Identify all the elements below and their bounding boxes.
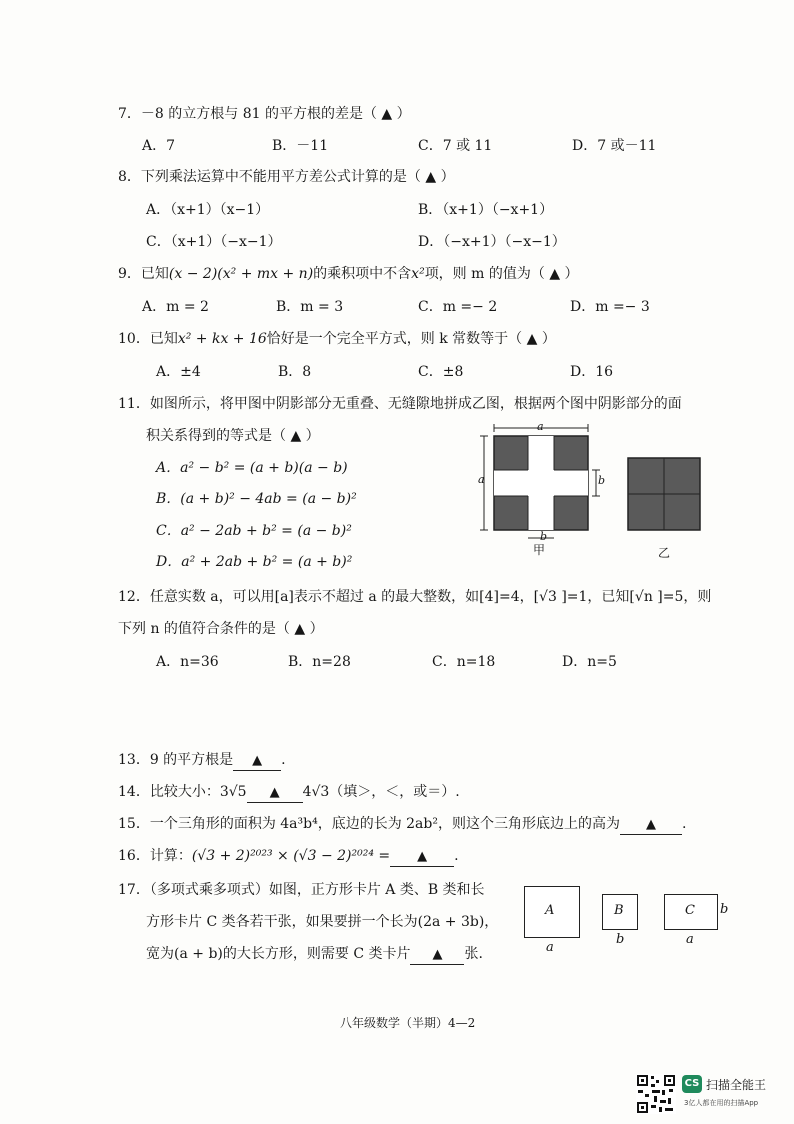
q8-option-b: B．（x+1）（−x+1）	[418, 202, 554, 218]
q10-stem-post: 恰好是一个完全平方式，则 k 常数等于（ ▲ ）	[266, 331, 556, 347]
q17-line1: 17．（多项式乘多项式）如图，正方形卡片 A 类、B 类和长	[118, 882, 485, 898]
card-a	[524, 886, 580, 938]
q17-line3-post: 张.	[464, 946, 483, 962]
card-a-side-a: a	[546, 940, 554, 955]
q11-option-b: B．(a + b)² − 4ab = (a − b)²	[156, 491, 357, 507]
q9-option-a: A．m = 2	[142, 299, 209, 315]
q11-label-yi: 乙	[658, 546, 671, 560]
q13	[118, 751, 286, 771]
q15-post: .	[681, 816, 687, 832]
q12-stem-line2: 下列 n 的值符合条件的是（ ▲ ）	[118, 621, 324, 637]
card-b	[602, 894, 638, 930]
scanner-tagline: 3亿人都在用的扫描App	[684, 1099, 759, 1107]
q9-option-b: B．m = 3	[276, 299, 344, 315]
card-c-label: C	[685, 903, 695, 918]
q7-option-b: B．－11	[272, 138, 329, 154]
q9-option-d: D．m =− 3	[570, 299, 650, 315]
q9-stem-post: 项，则 m 的值为（ ▲ ）	[424, 266, 579, 282]
q13-pre: 13．9 的平方根是	[118, 752, 234, 768]
q14-pre: 14．比较大小：3√5	[118, 784, 247, 800]
card-c	[664, 894, 718, 930]
q10-option-b: B．8	[278, 364, 312, 380]
q12-stem-line1: 12．任意实数 a，可以用[a]表示不超过 a 的最大整数，如[4]=4，[√3 ]=1，已知[√n ]=5，则	[118, 589, 712, 605]
q16-answer-blank[interactable]: ▲	[390, 848, 454, 867]
q14-answer-blank[interactable]: ▲	[247, 784, 303, 803]
q16-math: (√3 + 2)²⁰²³ × (√3 − 2)²⁰²⁴ =	[191, 848, 391, 864]
q14	[118, 783, 460, 803]
q13-answer-blank[interactable]: ▲	[233, 752, 281, 771]
q9-option-c: C．m =− 2	[418, 299, 498, 315]
q14-mid: 4√3（填＞，＜，或＝）.	[302, 784, 460, 800]
q9-stem-pre: 9．已知	[118, 266, 169, 282]
q11-figures	[476, 420, 716, 560]
q9-stem	[118, 265, 579, 283]
q17-line3	[146, 945, 483, 965]
q7-stem: 7．－8 的立方根与 81 的平方根的差是（ ▲ ）	[118, 106, 411, 122]
q16-post: .	[454, 848, 459, 864]
figure-jia	[480, 424, 600, 538]
scanner-logo-icon: CS	[682, 1075, 702, 1093]
card-b-label: B	[614, 903, 624, 918]
q11-stem-line1: 11．如图所示，将甲图中阴影部分无重叠、无缝隙地拼成乙图，根据两个图中阴影部分的面	[118, 396, 682, 412]
q10-stem	[118, 330, 556, 348]
q7-option-a: A．7	[142, 138, 176, 154]
card-c-side-b: b	[720, 902, 729, 917]
q11-label-a-top: a	[537, 420, 544, 433]
q10-option-c: C．±8	[418, 364, 464, 380]
q11-option-c: C．a² − 2ab + b² = (a − b)²	[156, 523, 352, 539]
q9-stem-math2: x²	[411, 266, 425, 282]
q10-option-d: D．16	[570, 364, 614, 380]
q11-option-d: D．a² + 2ab + b² = (a + b)²	[156, 554, 353, 570]
q8-option-c: C．（x+1）（−x−1）	[146, 234, 282, 250]
q12-option-b: B．n=28	[288, 654, 351, 670]
q7-option-c: C．7 或 11	[418, 138, 493, 154]
q11-label-b-right: b	[598, 474, 606, 487]
q12-option-a: A．n=36	[156, 654, 219, 670]
q8-stem: 8．下列乘法运算中不能用平方差公式计算的是（ ▲ ）	[118, 169, 455, 185]
jia-cross-horizontal	[494, 470, 588, 496]
q16	[118, 847, 459, 867]
scanner-name: 扫描全能王	[706, 1078, 767, 1092]
q12-option-c: C．n=18	[432, 654, 496, 670]
q16-pre: 16．计算：	[118, 848, 192, 864]
q12-option-d: D．n=5	[562, 654, 617, 670]
qr-code-icon	[636, 1074, 676, 1114]
q11-option-a: A．a² − b² = (a + b)(a − b)	[156, 460, 348, 476]
q9-stem-math: (x − 2)(x² + mx + n)	[168, 266, 314, 282]
q10-stem-math: x² + kx + 16	[177, 331, 267, 347]
q10-option-a: A．±4	[156, 364, 201, 380]
card-a-label: A	[545, 903, 555, 918]
q11-stem-line2: 积关系得到的等式是（ ▲ ）	[146, 428, 320, 444]
q8-option-d: D．（−x+1）（−x−1）	[418, 234, 566, 250]
q15-pre: 15．一个三角形的面积为 4a³b⁴，底边的长为 2ab²，则这个三角形底边上的高为	[118, 816, 620, 832]
q17-line2: 方形卡片 C 类各若干张，如果要拼一个长为(2a + 3b)，	[146, 914, 499, 930]
q9-stem-mid: 的乘积项中不含	[313, 266, 412, 282]
q15	[118, 815, 686, 835]
page-footer: 八年级数学（半期）4—2	[340, 1016, 476, 1030]
q17-answer-blank[interactable]: ▲	[410, 946, 464, 965]
q7-option-d: D．7 或－11	[572, 138, 657, 154]
q8-option-a: A．（x+1）（x−1）	[146, 202, 270, 218]
figure-yi	[628, 458, 700, 530]
q17-line3-pre: 宽为(a + b)的大长方形，则需要 C 类卡片	[146, 946, 411, 962]
q11-label-jia: 甲	[533, 543, 546, 557]
card-c-side-a: a	[686, 932, 694, 947]
q11-label-a-left: a	[478, 473, 485, 486]
q10-stem-pre: 10．已知	[118, 331, 178, 347]
q11-label-b-bottom: b	[540, 530, 548, 543]
q13-post: .	[281, 752, 286, 768]
card-b-side-b: b	[616, 932, 625, 947]
q15-answer-blank[interactable]: ▲	[620, 816, 682, 835]
